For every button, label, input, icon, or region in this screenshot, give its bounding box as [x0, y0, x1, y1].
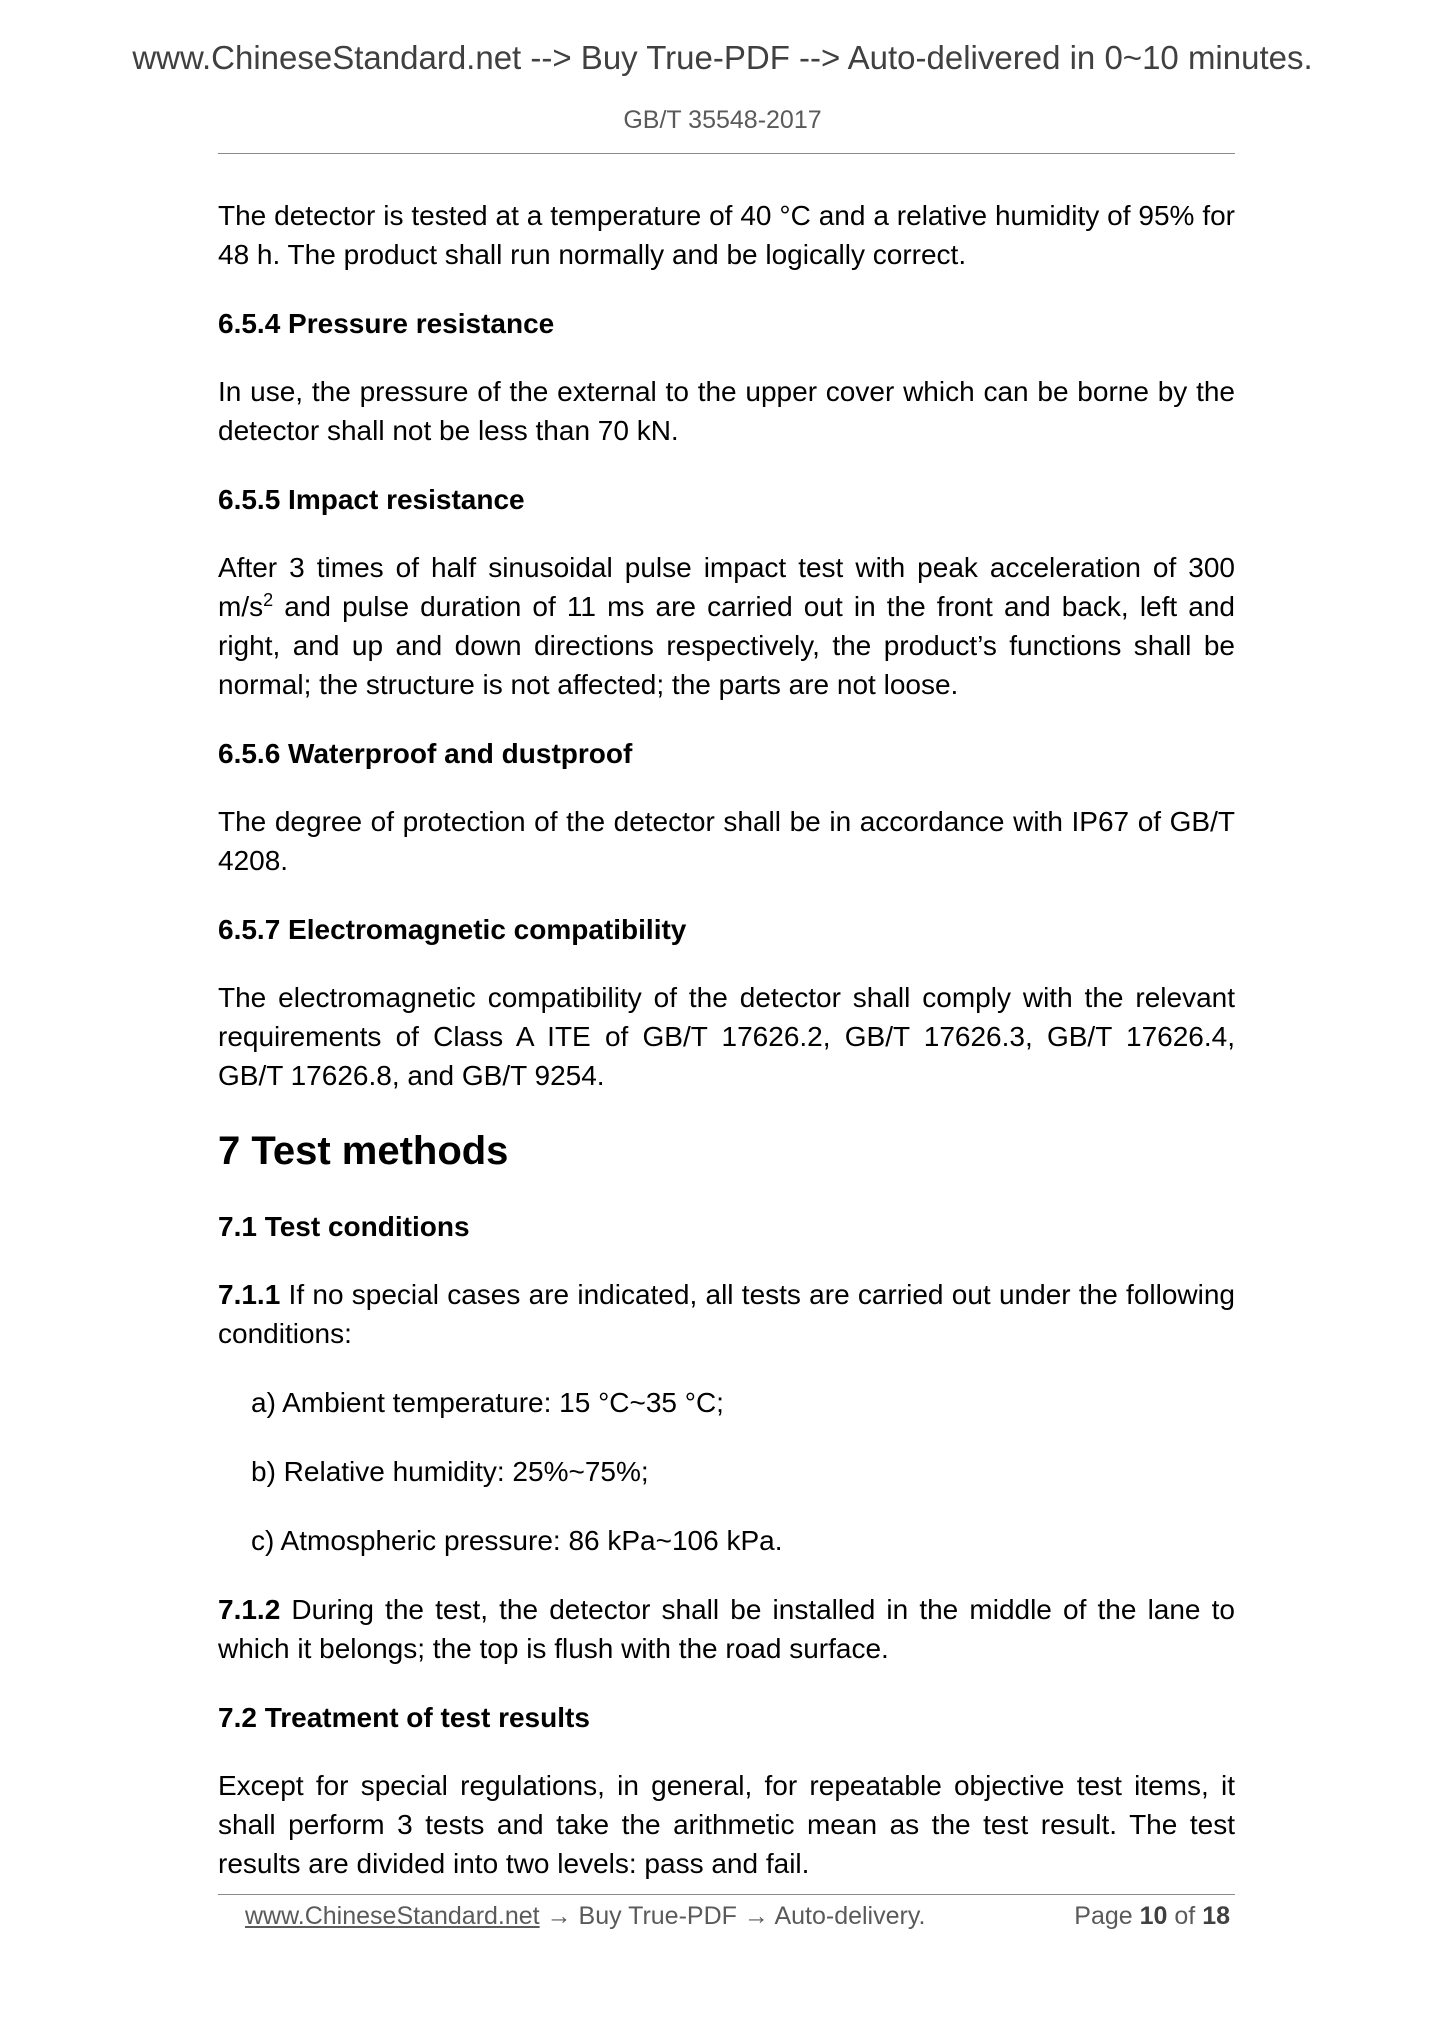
paragraph-7-1-2	[218, 1590, 1235, 1668]
heading-6-5-5: 6.5.5 Impact resistance	[218, 484, 525, 515]
heading-7-2: 7.2 Treatment of test results	[218, 1702, 590, 1733]
clause-number-7-1-2: 7.1.2	[218, 1594, 281, 1625]
paragraph-7-2: Except for special regulations, in general, for repeatable objective test items, it shall perform 3 tests and take the arithmetic mean as the test result. The test results are divided into two levels: pass and fail.	[218, 1770, 1235, 1879]
document-body	[218, 196, 1235, 1913]
heading-6-5-4: 6.5.4 Pressure resistance	[218, 308, 555, 339]
paragraph-6-5-7: The electromagnetic compatibility of the detector shall comply with the relevant requirements of Class A ITE of GB/T 17626.2, GB/T 17626.3, GB/T 17626.4, GB/T 17626.8, and GB/T 9254.	[218, 982, 1235, 1091]
paragraph-6-5-5	[218, 548, 1235, 704]
footer-buy-text: Buy True-PDF	[578, 1902, 737, 1930]
standard-number: GB/T 35548-2017	[623, 106, 822, 134]
heading-6-5-7: 6.5.7 Electromagnetic compatibility	[218, 914, 687, 945]
page-total: 18	[1202, 1902, 1230, 1930]
header-divider	[218, 153, 1235, 154]
site-banner: www.ChineseStandard.net --> Buy True-PDF --> Auto-delivered in 0~10 minutes.	[132, 39, 1313, 76]
clause-number-7-1-1: 7.1.1	[218, 1279, 281, 1310]
arrow-right-icon: →	[546, 1902, 572, 1930]
clause-text-7-1-2: During the test, the detector shall be installed in the middle of the lane to which it belongs; the top is flush with the road surface.	[218, 1594, 1235, 1664]
page-current: 10	[1139, 1902, 1168, 1930]
footer-site-link[interactable]: www.ChineseStandard.net	[245, 1902, 540, 1930]
page-indicator	[1074, 1899, 1230, 1933]
heading-7: 7 Test methods	[218, 1129, 509, 1173]
heading-6-5-6: 6.5.6 Waterproof and dustproof	[218, 738, 633, 769]
heading-7-1: 7.1 Test conditions	[218, 1211, 470, 1242]
paragraph-7-1-1	[218, 1275, 1235, 1353]
list-item: a) Ambient temperature: 15 °C~35 °C;	[251, 1387, 724, 1418]
paragraph-6-5-6: The degree of protection of the detector shall be in accordance with IP67 of GB/T 4208.	[218, 806, 1235, 876]
clause-text-7-1-1: If no special cases are indicated, all tests are carried out under the following conditions:	[218, 1279, 1235, 1349]
footer-divider	[218, 1894, 1235, 1895]
footer-links	[245, 1899, 925, 1933]
page-label: Page	[1074, 1902, 1133, 1930]
list-item: b) Relative humidity: 25%~75%;	[251, 1456, 649, 1487]
of-label: of	[1174, 1902, 1196, 1930]
intro-paragraph: The detector is tested at a temperature of 40 °C and a relative humidity of 95% for 48 h. The product shall run normally and be logically correct.	[218, 200, 1235, 270]
paragraph-6-5-4: In use, the pressure of the external to the upper cover which can be borne by the detector shall not be less than 70 kN.	[218, 376, 1235, 446]
paragraph-6-5-5-part1: After 3 times of half sinusoidal pulse impact test with peak acceleration of 300 m/s	[218, 552, 1235, 622]
list-item: c) Atmospheric pressure: 86 kPa~106 kPa.	[251, 1525, 783, 1556]
paragraph-6-5-5-part2: and pulse duration of 11 ms are carried out in the front and back, left and right, and up and down directions respectively, the product’s functions shall be normal; the structure is not affected; the parts are not loose.	[218, 591, 1235, 700]
arrow-right-icon: →	[743, 1902, 769, 1930]
footer-delivery-text: Auto-delivery.	[774, 1902, 926, 1930]
superscript-2: 2	[263, 590, 274, 610]
